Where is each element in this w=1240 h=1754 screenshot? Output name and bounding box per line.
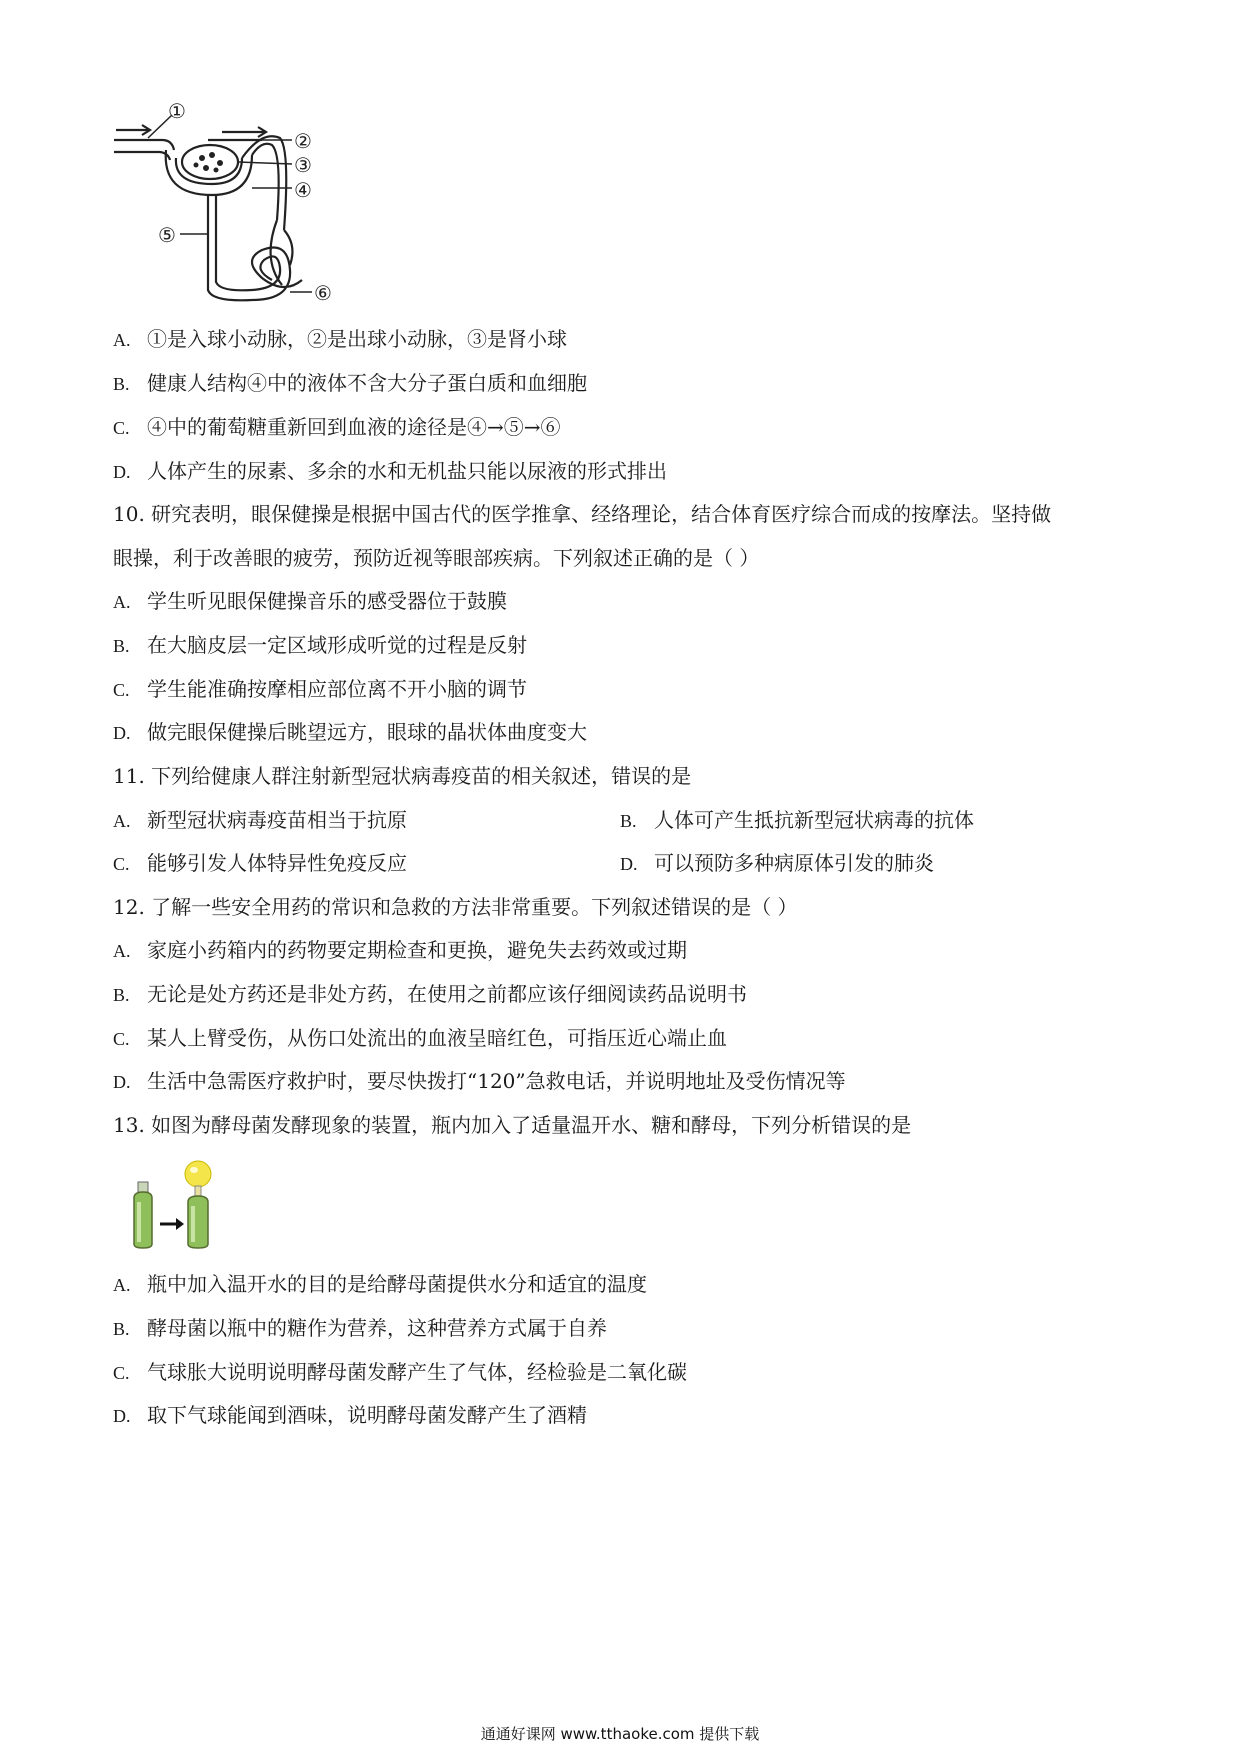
q11-option-b[interactable] <box>620 807 974 834</box>
callout-6: ⑥ <box>314 281 332 305</box>
nephron-diagram <box>112 100 352 315</box>
option-letter: A. <box>113 811 131 831</box>
option-letter: D. <box>620 854 638 874</box>
q9-option-a[interactable] <box>113 326 567 353</box>
option-letter: C. <box>113 854 130 874</box>
q11-stem: 11. 下列给健康人群注射新型冠状病毒疫苗的相关叙述，错误的是 <box>113 764 692 788</box>
option-text: 酵母菌以瓶中的糖作为营养，这种营养方式属于自养 <box>147 1316 607 1340</box>
option-text: 气球胀大说明说明酵母菌发酵产生了气体，经检验是二氧化碳 <box>147 1360 687 1384</box>
callout-5: ⑤ <box>158 223 176 247</box>
option-text: 能够引发人体特异性免疫反应 <box>147 851 407 875</box>
option-letter: A. <box>113 330 131 350</box>
q10-option-d[interactable] <box>113 719 587 746</box>
q10-option-b[interactable] <box>113 632 527 659</box>
option-letter: B. <box>113 636 130 656</box>
option-letter: A. <box>113 1275 131 1295</box>
q11-option-d[interactable] <box>620 850 934 877</box>
option-letter: C. <box>113 1363 130 1383</box>
callout-2: ② <box>294 129 312 153</box>
q13-option-b[interactable] <box>113 1315 607 1342</box>
option-text: 瓶中加入温开水的目的是给酵母菌提供水分和适宜的温度 <box>147 1272 647 1296</box>
page-footer[interactable]: 通通好课网 www.tthaoke.com 提供下载 <box>480 1725 760 1743</box>
option-text: 取下气球能闻到酒味，说明酵母菌发酵产生了酒精 <box>147 1403 587 1427</box>
q9-option-d[interactable] <box>113 458 667 485</box>
option-letter: B. <box>620 811 637 831</box>
q11-option-a[interactable] <box>113 807 407 834</box>
option-text: 人体可产生抵抗新型冠状病毒的抗体 <box>654 808 974 832</box>
q13-option-c[interactable] <box>113 1359 687 1386</box>
option-text: 学生能准确按摩相应部位离不开小脑的调节 <box>147 677 527 701</box>
q12-stem: 12. 了解一些安全用药的常识和急救的方法非常重要。下列叙述错误的是（ ） <box>113 895 798 919</box>
option-text: 无论是处方药还是非处方药，在使用之前都应该仔细阅读药品说明书 <box>147 982 747 1006</box>
option-text: 生活中急需医疗救护时，要尽快拨打“120”急救电话，并说明地址及受伤情况等 <box>147 1069 846 1093</box>
arrow-right-icon <box>160 1218 184 1230</box>
q10-stem-line1: 10. 研究表明，眼保健操是根据中国古代的医学推拿、经络理论，结合体育医疗综合而成的按摩法。坚持做 <box>113 502 1052 526</box>
option-letter: B. <box>113 1319 130 1339</box>
option-text: ①是入球小动脉，②是出球小动脉，③是肾小球 <box>147 327 567 351</box>
q12-option-c[interactable] <box>113 1025 727 1052</box>
bottle-with-balloon-icon <box>185 1161 211 1248</box>
q10-option-a[interactable] <box>113 588 507 615</box>
q12-option-d[interactable] <box>113 1068 846 1095</box>
option-text: 家庭小药箱内的药物要定期检查和更换，避免失去药效或过期 <box>147 938 687 962</box>
q13-stem: 13. 如图为酵母菌发酵现象的装置，瓶内加入了适量温开水、糖和酵母，下列分析错误的是 <box>113 1113 912 1137</box>
q13-option-a[interactable] <box>113 1271 647 1298</box>
option-letter: D. <box>113 723 131 743</box>
option-text: ④中的葡萄糖重新回到血液的途径是④→⑤→⑥ <box>147 415 561 439</box>
option-letter: A. <box>113 941 131 961</box>
q9-option-b[interactable] <box>113 370 587 397</box>
option-letter: A. <box>113 592 131 612</box>
q11-option-c[interactable] <box>113 850 407 877</box>
option-letter: B. <box>113 374 130 394</box>
option-text: 新型冠状病毒疫苗相当于抗原 <box>147 808 407 832</box>
option-letter: B. <box>113 985 130 1005</box>
callout-4: ④ <box>294 178 312 202</box>
q12-option-b[interactable] <box>113 981 747 1008</box>
option-letter: D. <box>113 462 131 482</box>
option-text: 在大脑皮层一定区域形成听觉的过程是反射 <box>147 633 527 657</box>
q9-option-c[interactable] <box>113 414 561 441</box>
callout-1: ① <box>168 100 186 123</box>
q10-option-c[interactable] <box>113 676 527 703</box>
callout-3: ③ <box>294 153 312 177</box>
option-letter: C. <box>113 1029 130 1049</box>
option-letter: D. <box>113 1406 131 1426</box>
option-text: 可以预防多种病原体引发的肺炎 <box>654 851 934 875</box>
option-letter: C. <box>113 680 130 700</box>
option-text: 做完眼保健操后眺望远方，眼球的晶状体曲度变大 <box>147 720 587 744</box>
option-letter: C. <box>113 418 130 438</box>
bottle-left-icon <box>134 1182 152 1248</box>
q12-option-a[interactable] <box>113 937 687 964</box>
option-text: 健康人结构④中的液体不含大分子蛋白质和血细胞 <box>147 371 587 395</box>
option-text: 人体产生的尿素、多余的水和无机盐只能以尿液的形式排出 <box>147 459 667 483</box>
option-text: 某人上臂受伤，从伤口处流出的血液呈暗红色，可指压近心端止血 <box>147 1026 727 1050</box>
q13-option-d[interactable] <box>113 1402 587 1429</box>
q10-stem-line2: 眼操，利于改善眼的疲劳，预防近视等眼部疾病。下列叙述正确的是（ ） <box>113 546 760 570</box>
yeast-fermentation-figure <box>130 1160 250 1260</box>
option-letter: D. <box>113 1072 131 1092</box>
option-text: 学生听见眼保健操音乐的感受器位于鼓膜 <box>147 589 507 613</box>
